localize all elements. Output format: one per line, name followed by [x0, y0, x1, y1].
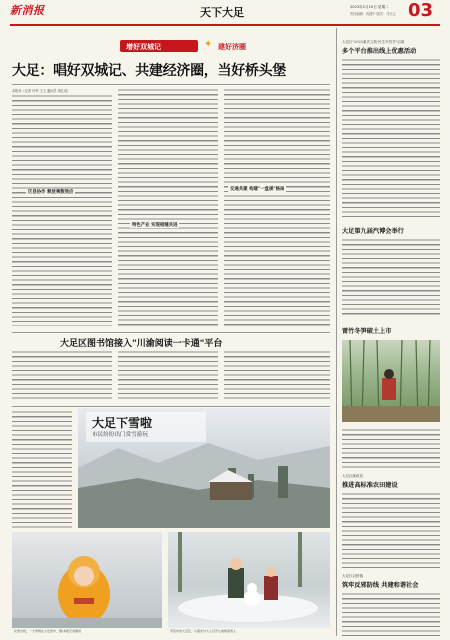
sidebar-item5-kicker: 大足区双桥镇 — [342, 574, 363, 578]
snow-subheadline: 市民纷纷出门赏雪游玩 — [92, 432, 148, 438]
child-snow-photo — [12, 532, 162, 628]
sidebar-item1-body — [342, 58, 440, 220]
library-column-3 — [224, 350, 330, 402]
snow-text-column — [12, 410, 72, 528]
masthead-rule — [10, 24, 440, 26]
banner-right-text: 建好济圈 — [218, 43, 246, 51]
editor-line: 责任编辑：冉建中 版式：马天云 — [350, 12, 396, 16]
banner — [120, 38, 310, 56]
section-title: 天下大足 — [200, 6, 244, 19]
library-top-rule — [12, 332, 330, 333]
sidebar-item2-title: 大足第九届汽博会举行 — [342, 228, 404, 235]
sidebar-item4-kicker: 大足区邮政局 — [342, 474, 363, 478]
date-line: 2023年1月10日 星期二 — [350, 5, 389, 9]
sidebar-item3-body — [342, 428, 440, 468]
library-column-1 — [12, 350, 112, 402]
sidebar-item5-title: 筑牢反邪防线 共建和谐社会 — [342, 582, 419, 589]
headline-rule — [12, 84, 330, 85]
child-figure — [12, 532, 162, 628]
lead-column-2 — [118, 88, 218, 326]
lead-subhead-3: 交通共建 构建"一盘棋"格局 — [230, 187, 285, 192]
banner-left-text: 增好双城记 — [126, 42, 161, 51]
snow-top-rule — [12, 406, 330, 407]
snowman-photo-caption: 雪景中的大足区，小朋友与大人们开心地堆着雪人 — [170, 629, 237, 633]
bamboo-scene — [342, 340, 440, 422]
lead-headline: 大足：唱好双城记、共建经济圈，当好桥头堡 — [12, 63, 286, 79]
lead-subhead-1: 区县协作 释放乘数效应 — [28, 190, 74, 195]
lead-column-1 — [12, 94, 112, 326]
sidebar-item4-body — [342, 492, 440, 568]
snow-headline: 大足下雪啦 — [92, 416, 153, 430]
lead-byline: 本报讯（记者 叶军 王文 通讯员 冉红成） — [12, 89, 71, 93]
lead-column-3 — [224, 88, 330, 326]
sidebar-item1-title: 多个平台推出线上优惠活动 — [342, 48, 417, 55]
library-headline: 大足区图书馆接入"川渝阅读一卡通"平台 — [60, 339, 223, 349]
masthead — [10, 0, 440, 24]
page-number: 03 — [408, 0, 434, 21]
child-photo-caption: 化雪出玩，一大男孩在大足雪中，图/本报记者提供 — [14, 629, 82, 633]
sidebar-item3-title: 雷竹冬笋破土上市 — [342, 328, 392, 335]
sidebar-item1-kicker: 大足区"2023重庆文旅·民生年货节"启幕 — [342, 40, 405, 44]
newspaper-logo: 新消报 — [10, 4, 45, 17]
sidebar-item5-body — [342, 592, 440, 636]
library-column-2 — [118, 350, 218, 402]
sidebar-item4-title: 推进高标准农田建设 — [342, 482, 398, 489]
banner-star-icon: ✦ — [204, 39, 213, 50]
bamboo-shoot-photo — [342, 340, 440, 422]
snowman-scene — [168, 532, 330, 628]
snowman-photo — [168, 532, 330, 628]
snow-banner-photo — [78, 408, 330, 528]
sidebar-item2-body — [342, 238, 440, 318]
sidebar-divider — [336, 28, 337, 636]
banner-left — [120, 40, 198, 52]
lead-subhead-2: 特色产业 实现相辅共进 — [132, 223, 178, 228]
